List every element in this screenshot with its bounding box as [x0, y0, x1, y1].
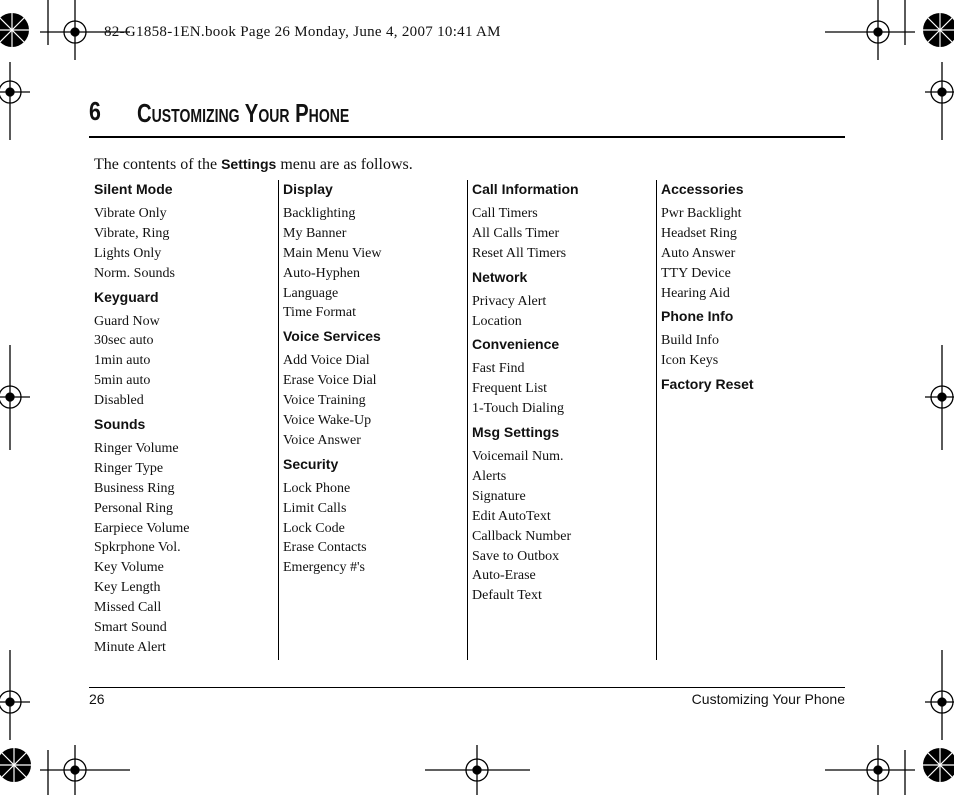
menu-item: TTY Device: [661, 265, 731, 281]
menu-item: Privacy Alert: [472, 293, 547, 309]
menu-item: Limit Calls: [283, 500, 347, 516]
intro-keyword: Settings: [221, 156, 277, 172]
chapter-heading: [89, 96, 845, 138]
menu-item: Voice Answer: [283, 432, 361, 448]
page-number: 26: [89, 691, 105, 707]
menu-section-title: Network: [472, 268, 528, 285]
menu-section: [283, 180, 468, 323]
menu-section-title: Display: [283, 181, 333, 197]
menu-item: 1min auto: [94, 353, 151, 369]
menu-item: Build Info: [661, 333, 719, 349]
menu-item: Erase Contacts: [283, 540, 367, 556]
menu-item: Hearing Aid: [661, 285, 730, 301]
menu-item: Vibrate, Ring: [94, 225, 170, 241]
menu-column-3: [467, 180, 657, 660]
menu-item: 5min auto: [94, 373, 151, 389]
menu-column-2: [278, 180, 468, 660]
menu-item: Smart Sound: [94, 620, 167, 636]
menu-section-title: Security: [283, 455, 339, 472]
menu-item: Callback Number: [472, 528, 572, 544]
intro-after: menu are as follows.: [276, 156, 413, 173]
running-title: Customizing Your Phone: [691, 691, 845, 707]
menu-section: [472, 268, 657, 332]
menu-item: Icon Keys: [661, 353, 719, 369]
menu-item: Auto Answer: [661, 245, 736, 261]
menu-item: Auto-Erase: [472, 568, 536, 584]
menu-section: [283, 455, 468, 578]
menu-item: Add Voice Dial: [283, 353, 370, 369]
menu-item: Guard Now: [94, 313, 160, 329]
menu-section: [94, 180, 279, 284]
menu-item: Business Ring: [94, 480, 175, 496]
menu-item: Alerts: [472, 469, 507, 485]
menu-section: [661, 180, 846, 303]
menu-item: Edit AutoText: [472, 508, 551, 524]
menu-item: Key Length: [94, 580, 161, 596]
menu-item: Ringer Type: [94, 460, 164, 476]
menu-item: Pwr Backlight: [661, 206, 742, 221]
menu-section-title: Silent Mode: [94, 181, 173, 197]
menu-section: [472, 423, 657, 606]
menu-section-title: Msg Settings: [472, 424, 560, 441]
menu-section-title: Voice Services: [283, 328, 381, 345]
menu-item: Voicemail Num.: [472, 449, 564, 465]
menu-item: Default Text: [472, 588, 542, 604]
menu-item: Erase Voice Dial: [283, 373, 377, 389]
menu-column-4: [656, 180, 846, 660]
menu-section: [472, 335, 657, 419]
intro-before: The contents of the: [94, 156, 222, 173]
menu-item: Time Format: [283, 305, 356, 321]
menu-item: Lights Only: [94, 245, 162, 261]
menu-item: Disabled: [94, 393, 144, 409]
menu-item: Earpiece Volume: [94, 520, 190, 536]
menu-section-title: Convenience: [472, 336, 560, 353]
menu-item: Spkrphone Vol.: [94, 540, 181, 556]
menu-section-title: Phone Info: [661, 308, 734, 325]
menu-section: [94, 288, 279, 411]
menu-item: Key Volume: [94, 560, 164, 576]
menu-item: 30sec auto: [94, 333, 154, 349]
menu-item: Save to Outbox: [472, 548, 560, 564]
menu-item: Reset All Timers: [472, 245, 567, 261]
menu-item: Voice Training: [283, 393, 366, 409]
menu-section-title: Call Information: [472, 181, 579, 197]
chapter-number: 6: [89, 96, 101, 126]
menu-section: [283, 327, 468, 450]
menu-item: Frequent List: [472, 381, 548, 397]
print-header: 82-G1858-1EN.book Page 26 Monday, June 4, 2007 10:41 AM: [104, 24, 501, 40]
menu-item: Emergency #'s: [283, 560, 365, 576]
menu-section-title: Sounds: [94, 416, 146, 433]
menu-section-title: Accessories: [661, 181, 744, 197]
menu-item: Auto-Hyphen: [283, 265, 360, 281]
page-footer: [89, 687, 845, 707]
menu-section-title: Keyguard: [94, 288, 159, 305]
menu-section: [472, 180, 657, 264]
menu-item: Personal Ring: [94, 500, 173, 516]
menu-item: Signature: [472, 488, 526, 504]
menu-item: My Banner: [283, 225, 347, 241]
menu-item: 1-Touch Dialing: [472, 401, 564, 417]
menu-item: Lock Phone: [283, 480, 351, 496]
menu-item: Lock Code: [283, 520, 345, 536]
menu-item: Ringer Volume: [94, 441, 179, 457]
chapter-title: Customizing Your Phone: [137, 98, 350, 128]
menu-item: Missed Call: [94, 600, 162, 616]
menu-item: Location: [472, 313, 522, 329]
intro-text: [94, 156, 413, 174]
menu-item: Call Timers: [472, 206, 538, 221]
menu-item: Voice Wake-Up: [283, 413, 372, 429]
menu-item: Norm. Sounds: [94, 265, 175, 281]
menu-item: Fast Find: [472, 361, 525, 377]
menu-column-1: [94, 180, 279, 660]
menu-item: Main Menu View: [283, 245, 382, 261]
menu-section-title: Factory Reset: [661, 376, 754, 393]
menu-section: [661, 307, 846, 371]
menu-item: Vibrate Only: [94, 206, 167, 221]
menu-section: [94, 415, 279, 658]
menu-item: Minute Alert: [94, 639, 166, 655]
menu-item: Backlighting: [283, 206, 356, 221]
menu-item: Headset Ring: [661, 225, 737, 241]
menu-item: Language: [283, 285, 339, 301]
menu-item: All Calls Timer: [472, 225, 560, 241]
menu-section: [661, 375, 846, 395]
